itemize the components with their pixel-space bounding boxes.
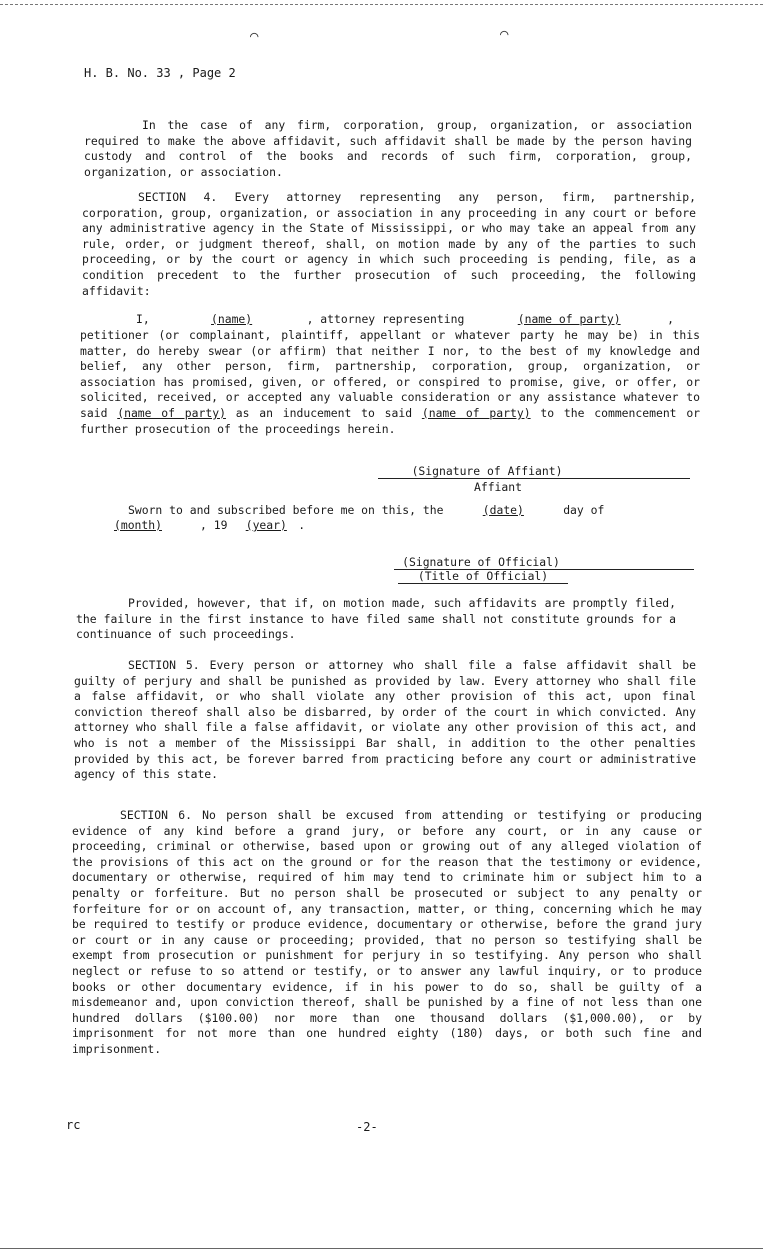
month-blank: (month): [113, 518, 162, 532]
party-blank-2: (name of party): [117, 405, 226, 420]
sworn-line-2: [76, 518, 305, 532]
date-blank: (date): [482, 503, 524, 517]
affidavit-inducement: as an inducement to said: [235, 405, 413, 420]
official-signature-label: (Signature of Official): [402, 555, 560, 569]
party-blank: (name of party): [517, 312, 621, 326]
scan-edge-bottom: [0, 1248, 763, 1249]
affiant-signature-line: [378, 478, 690, 479]
sworn-text: Sworn to and subscribed before me on this, the: [128, 503, 444, 517]
year-prefix: , 19: [200, 518, 228, 532]
sworn-line-1: [128, 503, 604, 517]
sworn-end: .: [298, 518, 306, 532]
affidavit-body: [80, 328, 700, 437]
proviso: Provided, however, that if, on motion made, such affidavits are promptly filed, the failure in the first instance to have filed same shall not constitute grounds for a continuance of such proceedings.: [76, 596, 676, 642]
section-5: SECTION 5. Every person or attorney who shall file a false affidavit shall be guilty of perjury and shall be punished as provided by law. Every attorney who shall file a false affidavit, or who shall violate any other provision of this act, upon final conviction thereof shall also be disbarred, by order of the court in which convicted. Any attorney who shall file a false affidavit, or violate any other provision of this act, and who is not a member of the Mississippi Bar shall, in addition to the other penalties provided by this act, be forever barred from practicing before any court or administrative agency of this state.: [74, 658, 696, 782]
scan-mark: ⌒: [250, 28, 259, 44]
section-4: SECTION 4. Every attorney representing any person, firm, partnership, corporation, group, organization, or association in any proceeding in any court or before any administrative agency in the State of Mississippi, or who may take an appeal from any rule, order, or judgment thereof, shall, on motion made by any of the parties to such proceeding, or by the court or agency in which such proceeding is pending, file, as a condition precedent to the further prosecution of such proceeding, the following affidavit:: [82, 190, 696, 298]
year-blank: (year): [245, 518, 287, 532]
official-title: (Title of Official): [398, 569, 568, 584]
party-blank-3: (name of party): [421, 405, 531, 420]
page-header: H. B. No. 33 , Page 2: [84, 66, 236, 80]
affidavit-closing: to the commencement or further prosecution of the proceedings herein.: [80, 405, 701, 436]
affiant-signature-label: (Signature of Affiant): [411, 464, 563, 478]
affidavit-i: I,: [136, 312, 150, 326]
section-6: SECTION 6. No person shall be excused from attending or testifying or producing evidence of any kind before a grand jury, or before any court, or in any cause or proceeding, criminal or otherwise, based upon or growing out of any alleged violation of the provisions of this act on the ground or for the reason that the testimony or evidence, documentary or otherwise, required of him may tend to criminate him or subject him to a penalty or forfeiture. But no person shall be prosecuted or subject to any penalty or forfeiture for or on account of, any transaction, matter, or thing, concerning which he may be required to testify or produce evidence, documentary or otherwise, before the grand jury or court or in any cause or proceeding; provided, that no person so testifying shall be exempt from prosecution or punishment for perjury in so testifying. Any person who shall neglect or refuse to so attend or testify, or to answer any lawful inquiry, or to produce books or other documentary evidence, if in his power to do so, shall be guilty of a misdemeanor and, upon conviction thereof, shall be punished by a fine of not less than one hundred dollars ($100.00) nor more than one thousand dollars ($1,000.00), or by imprisonment for not more than one hundred eighty (180) days, or both such fine and imprisonment.: [72, 808, 702, 1056]
paragraph-firm-affidavit: In the case of any firm, corporation, group, organization, or association required to make the above affidavit, such affidavit shall be made by the person having custody and control of the books and records of such firm, corporation, group, organization, or association.: [84, 118, 692, 179]
affidavit-line-1: I, (name) , attorney representing (name of party) ,: [136, 312, 675, 326]
day-of: day of: [563, 503, 605, 517]
scan-mark: ⌒: [500, 26, 509, 42]
affidavit-representing: , attorney representing: [306, 312, 465, 326]
scan-edge-top: [0, 4, 763, 5]
name-blank: (name): [211, 312, 253, 326]
page-number: -2-: [356, 1120, 378, 1134]
affidavit-body-text: petitioner (or complainant, plaintiff, appellant or whatever party he may be) in this matter, do hereby swear (or affirm) that neither I nor, to the best of my knowledge and belief, any other person, firm, partnership, corporation, group, organization, or association has promised, given, or offered, or conspired to promise, give, or offer, or solicited, received, or accepted any valuable consideration or any assistance whatever to said: [80, 328, 700, 420]
affiant-caption: Affiant: [473, 480, 522, 494]
typist-initials: rc: [66, 1118, 81, 1132]
